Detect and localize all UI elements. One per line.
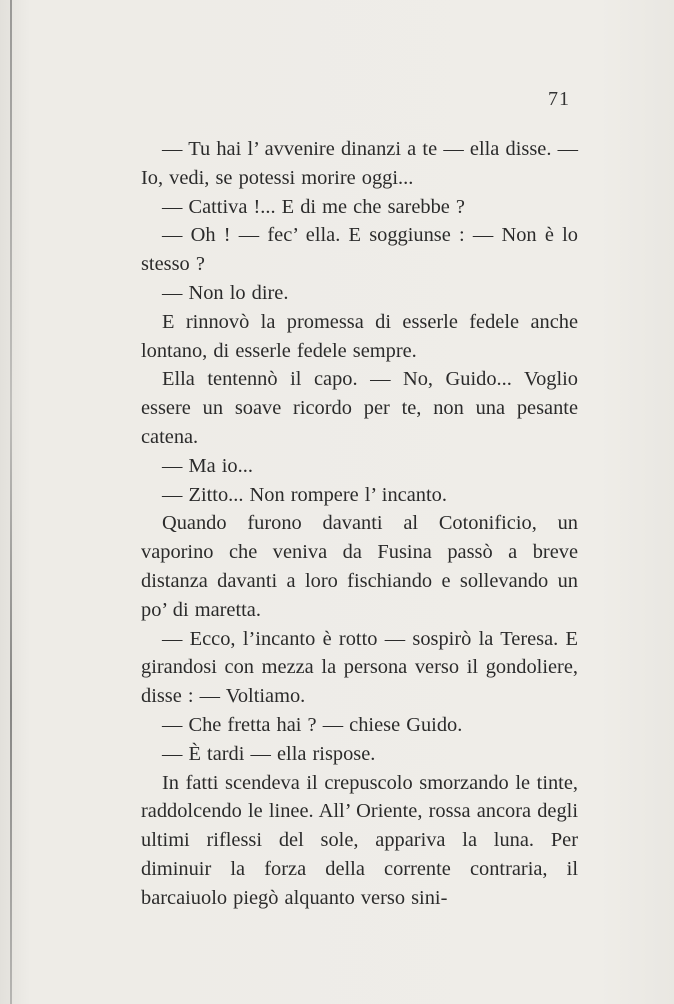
paragraph-1: — Tu hai l’ avvenire dinanzi a te — ella disse. — Io, vedi, se potessi morire oggi... <box>141 138 578 189</box>
paragraph-5: E rinnovò la promessa di esserle fedele anche lontano, di esserle fedele sempre. <box>141 310 578 362</box>
paragraph-2: — Cattiva !... E di me che sarebbe ? <box>162 195 465 218</box>
page-number: 71 <box>548 88 570 110</box>
paragraph-13: In fatti scendeva il crepuscolo smorzando le tinte, raddolcendo le linee. All’ Oriente, rossa ancora degli ultimi riflessi del sole, appariva la luna. Per diminuir la forza della corrente contraria, il barcaiuolo piegò alquanto verso sini- <box>141 771 578 909</box>
paragraph-4: — Non lo dire. <box>162 281 289 304</box>
paragraph-6: Ella tentennò il capo. — No, Guido... Voglio essere un soave ricordo per te, non una pesante catena. <box>141 368 578 448</box>
paragraph-9: Quando furono davanti al Cotonificio, un vaporino che veniva da Fusina passò a breve distanza davanti a loro fischiando e sollevando un po’ di maretta. <box>141 512 578 621</box>
paragraph-11: — Che fretta hai ? — chiese Guido. <box>162 713 463 736</box>
paragraph-7: — Ma io... <box>162 454 253 477</box>
paragraph-3: — Oh ! — fec’ ella. E soggiunse : — Non è lo stesso ? <box>141 224 578 276</box>
page-spine-edge <box>10 0 12 1004</box>
paragraph-10: — Ecco, l’incanto è rotto — sospirò la Teresa. E girandosi con mezza la persona verso il gondoliere, disse : — Voltiamo. <box>141 627 578 708</box>
paragraph-8: — Zitto... Non rompere l’ incanto. <box>162 483 447 506</box>
body-text <box>141 135 578 913</box>
paragraph-12: — È tardi — ella rispose. <box>162 742 376 765</box>
